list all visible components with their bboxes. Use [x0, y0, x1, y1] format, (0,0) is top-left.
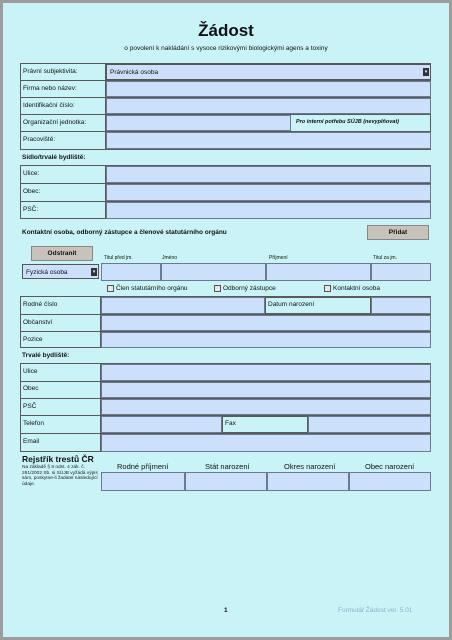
email-input[interactable] — [101, 434, 431, 452]
fax-input[interactable] — [308, 416, 431, 433]
res-zip-label: PSČ — [23, 403, 37, 410]
id-label: Identifikační číslo: — [23, 102, 75, 109]
statutory-checkbox[interactable] — [107, 285, 114, 292]
add-button[interactable]: Přidat — [367, 225, 429, 240]
person-type-select[interactable] — [22, 264, 99, 279]
seat-zip-label: PSČ: — [23, 206, 39, 213]
email-label: Email — [23, 438, 40, 445]
res-street-label: Ulice — [23, 368, 38, 375]
register-heading: Rejstřík trestů ČR — [22, 454, 94, 464]
residence-heading: Trvalé bydliště: — [22, 352, 70, 359]
seat-city-label: Obec: — [23, 188, 41, 195]
legal-form-value: Právnická osoba — [110, 69, 159, 76]
col-surname: Příjmení — [269, 255, 288, 261]
surname-input[interactable] — [266, 263, 371, 281]
id-input[interactable] — [106, 98, 431, 114]
firm-input[interactable] — [106, 81, 431, 97]
col-title-after: Titul za jm. — [373, 255, 397, 261]
statutory-label: Člen statutárního orgánu — [116, 285, 188, 292]
citizenship-input[interactable] — [101, 315, 431, 331]
person-type-value: Fyzická osoba — [26, 269, 68, 276]
birth-district-input[interactable] — [267, 472, 349, 491]
contact-person-checkbox[interactable] — [324, 285, 331, 292]
birth-town-input[interactable] — [349, 472, 431, 491]
col-title-before: Titul před jm. — [104, 255, 133, 261]
internal-note: Pro interní potřebu SÚJB (nevyplňovat) — [296, 119, 399, 125]
position-label: Pozice — [23, 336, 43, 343]
name-input[interactable] — [161, 263, 266, 281]
form-page — [3, 3, 449, 637]
res-street-input[interactable] — [101, 364, 431, 381]
title-after-input[interactable] — [371, 263, 431, 281]
seat-city-input[interactable] — [106, 184, 431, 201]
col-birth-district: Okres narození — [284, 462, 336, 471]
birth-number-input[interactable] — [101, 297, 265, 314]
form-version: Formulář Žádost ver. 5.01 — [338, 607, 413, 614]
remove-button[interactable]: Odstranit — [31, 246, 93, 261]
seat-street-label: Ulice: — [23, 170, 40, 177]
seat-street-input[interactable] — [106, 166, 431, 183]
res-city-label: Obec — [23, 385, 39, 392]
birth-number-label: Rodné číslo — [23, 301, 58, 308]
position-input[interactable] — [101, 332, 431, 348]
legal-form-label: Právní subjektivita: — [23, 68, 78, 75]
org-unit-input[interactable] — [106, 115, 291, 131]
workplace-label: Pracoviště: — [23, 136, 56, 143]
deputy-checkbox[interactable] — [214, 285, 221, 292]
fax-label: Fax — [225, 420, 236, 427]
citizenship-label: Občanství — [23, 319, 53, 326]
page-number: 1 — [224, 607, 228, 614]
col-name: Jméno — [162, 255, 178, 261]
col-birth-state: Stát narození — [205, 462, 250, 471]
chevron-down-icon[interactable]: ▾ — [424, 69, 428, 75]
birth-surname-input[interactable] — [101, 472, 185, 491]
contacts-heading: Kontaktní osoba, odborný zástupce a členové statutárního orgánu — [22, 229, 227, 236]
workplace-input[interactable] — [106, 132, 431, 149]
legal-form-select[interactable] — [106, 64, 431, 80]
phone-input[interactable] — [101, 416, 222, 433]
chevron-down-icon[interactable]: ▾ — [92, 269, 96, 275]
page-title: Žádost — [198, 21, 254, 40]
birth-date-input[interactable] — [371, 297, 431, 314]
firm-label: Firma nebo název: — [23, 85, 77, 92]
birth-date-label: Datum narození — [268, 301, 315, 308]
phone-label: Telefon — [23, 420, 44, 427]
birth-state-input[interactable] — [185, 472, 267, 491]
register-note: Na základě § 8 odst. 4 zák. č. 281/2002 Sb. si SÚJB vyžádá výpis sám, poskytne-li žadatel následující údaje. — [22, 465, 98, 487]
res-zip-input[interactable] — [101, 399, 431, 415]
contact-person-label: Kontaktní osoba — [333, 285, 380, 292]
org-unit-label: Organizační jednotka: — [23, 119, 87, 126]
seat-heading: Sídlo/trvalé bydliště: — [22, 154, 86, 161]
seat-zip-input[interactable] — [106, 202, 431, 219]
page-subtitle: o povolení k nakládání s vysoce rizikovými biologickými agens a toxiny — [124, 45, 328, 52]
deputy-label: Odborný zástupce — [223, 285, 276, 292]
col-birth-surname: Rodné příjmení — [117, 462, 169, 471]
title-before-input[interactable] — [101, 263, 161, 281]
res-city-input[interactable] — [101, 382, 431, 398]
col-birth-town: Obec narození — [365, 462, 415, 471]
